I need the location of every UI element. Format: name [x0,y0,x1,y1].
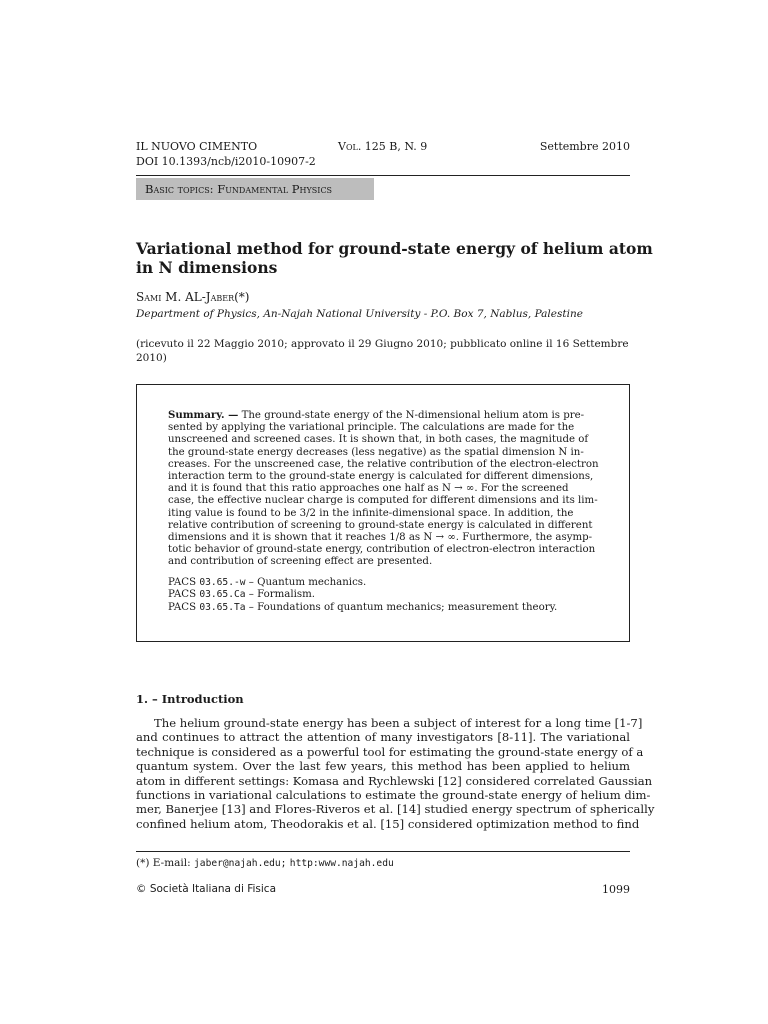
abstract-line: interaction term to the ground-state energy is calculated for different dimensions, [168,471,594,483]
pacs-entry [168,602,602,615]
abstract-box [136,384,630,642]
abstract-line: iting value is found to be 3/2 in the infinite-dimensional space. In addition, the [168,507,574,519]
body-line: and continues to attract the attention of many investigators [8-11]. The variational [136,730,630,745]
abstract-line: sented by applying the variational principle. The calculations are made for the [168,422,575,434]
abstract-line: dimensions and it is shown that it reaches 1/8 as N → ∞. Furthermore, the asymp- [168,532,593,544]
footnote-label: E-mail: [152,857,191,869]
pacs-code: 03.65.Ta [199,601,246,613]
issue-date: Settembre 2010 [539,140,630,153]
volume-info: Vol. 125 B, N. 9 [338,140,428,153]
footnote-marker: (*) [136,857,150,869]
body-line: mer, Banerjee [13] and Flores-Riveros et al. [14] studied energy spectrum of spherically [136,802,655,817]
abstract-line [168,409,602,422]
abstract-label: Summary. — [168,409,239,421]
abstract [168,409,602,614]
page-number: 1099 [602,883,630,896]
header-rule [136,175,630,176]
abstract-text: The ground-state energy of the N-dimensional helium atom is pre- [241,410,585,421]
pacs-desc: – Foundations of quantum mechanics; measurement theory. [248,601,558,613]
email-link[interactable]: jaber@najah.edu; [194,858,287,869]
website-link[interactable]: http:www.najah.edu [289,858,394,869]
section-heading: 1. – Introduction [136,692,244,706]
affiliation: Department of Physics, An-Najah National University - P.O. Box 7, Nablus, Palestine [136,308,583,320]
pacs-prefix: PACS [168,576,197,588]
abstract-line: the ground-state energy decreases (less negative) as the spatial dimension N in- [168,446,584,458]
pacs-prefix: PACS [168,601,197,613]
publication-dates [136,337,630,365]
dates-line: 2010) [136,352,167,364]
pacs-list [168,577,602,615]
section-body [136,716,655,831]
abstract-line: unscreened and screened cases. It is shown that, in both cases, the magnitude of [168,434,589,446]
pacs-desc: – Formalism. [248,589,316,601]
body-line: technique is considered as a powerful tool for estimating the ground-state energy of a [136,744,644,759]
abstract-line: and it is found that this ratio approaches one half as N → ∞. For the screened [168,483,569,495]
body-line: confined helium atom, Theodorakis et al. [15] considered optimization method to find [136,816,640,831]
paper-page [136,0,655,1024]
article-title-line1: Variational method for ground-state energy of helium atom [136,239,653,258]
dates-line: (ricevuto il 22 Maggio 2010; approvato il 29 Giugno 2010; pubblicato online il 16 Settembre [136,338,629,350]
footnote-rule [136,851,630,852]
body-line: quantum system. Over the last few years, this method has been applied to helium [136,759,630,774]
pacs-entry [168,589,602,602]
pacs-entry [168,577,602,590]
pacs-desc: – Quantum mechanics. [248,576,367,588]
pacs-prefix: PACS [168,589,197,601]
pacs-code: 03.65.-w [199,576,246,588]
doi: DOI 10.1393/ncb/i2010-10907-2 [136,155,316,168]
author: Sami M. AL-Jaber(*) [136,290,250,304]
body-line: atom in different settings: Komasa and Rychlewski [12] considered correlated Gaussian [136,773,653,788]
abstract-line: creases. For the unscreened case, the relative contribution of the electron-electron [168,458,599,470]
topic-label: Basic topics: Fundamental Physics [145,182,333,196]
body-line: functions in variational calculations to estimate the ground-state energy of helium dim- [136,788,651,803]
copyright: © Società Italiana di Fisica [136,883,277,895]
body-line: The helium ground-state energy has been a subject of interest for a long time [1-7] [154,716,643,730]
pacs-code: 03.65.Ca [199,589,246,601]
abstract-line: totic behavior of ground-state energy, contribution of electron-electron interaction [168,544,596,556]
journal-name: IL NUOVO CIMENTO [136,140,258,153]
abstract-line: case, the effective nuclear charge is computed for different dimensions and its lim- [168,495,598,507]
abstract-line: relative contribution of screening to ground-state energy is calculated in different [168,519,593,531]
abstract-line: and contribution of screening effect are presented. [168,556,433,568]
topic-banner [136,178,374,200]
footnote [136,857,394,869]
article-title-line2: in N dimensions [136,258,278,277]
